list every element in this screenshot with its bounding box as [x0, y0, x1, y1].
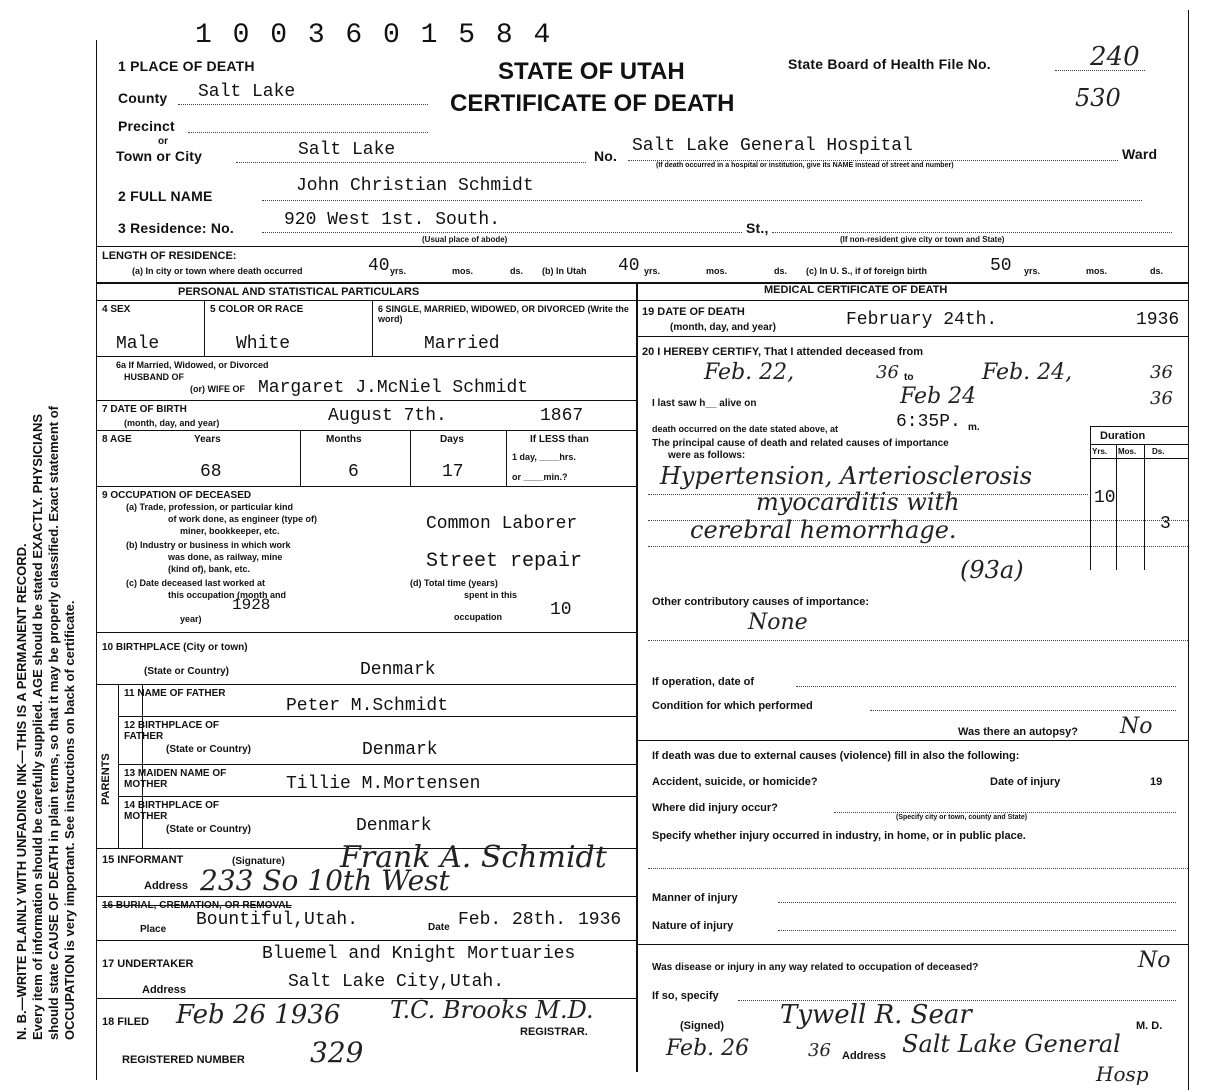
occ-d-line1: (d) Total time (years)	[410, 578, 498, 588]
residence-utah-yrs: yrs.	[644, 266, 661, 276]
duration-yrs: Yrs.	[1092, 447, 1108, 456]
residence-city-years: 40	[368, 256, 390, 276]
physician-signature: Tywell R. Sear	[780, 1000, 972, 1030]
certificate-title: CERTIFICATE OF DEATH	[450, 90, 735, 117]
residence-us-ds: ds.	[1150, 266, 1164, 276]
cause-line-3: cerebral hemorrhage.	[690, 516, 957, 544]
personal-header: PERSONAL AND STATISTICAL PARTICULARS	[178, 286, 420, 298]
sex-value: Male	[116, 334, 160, 354]
md-label: M. D.	[1136, 1020, 1163, 1032]
residence-us-mos: mos.	[1086, 266, 1108, 276]
duration-label: Duration	[1100, 430, 1146, 442]
mother-birthplace-label: 14 BIRTHPLACE OF MOTHER	[124, 800, 220, 822]
time-of-death: 6:35P.	[896, 412, 961, 432]
occ-c-line3: year)	[180, 614, 202, 624]
residence-us-yrs: yrs.	[1024, 266, 1041, 276]
occ-d-line3: occupation	[454, 612, 503, 622]
operation-label: If operation, date of	[652, 676, 755, 688]
filed-date: Feb 26 1936	[176, 1000, 341, 1030]
age-days: 17	[442, 462, 464, 482]
undertaker-label: 17 UNDERTAKER	[102, 958, 194, 970]
dob-value: August 7th.	[328, 406, 447, 426]
physician-address-2: Hosp	[1096, 1062, 1149, 1086]
serial-number: 1 0 0 3 6 0 1 5 8 4	[195, 20, 553, 51]
birthplace-value: Denmark	[360, 660, 436, 680]
color-value: White	[236, 334, 291, 354]
town-label: Town or City	[116, 148, 203, 164]
marital-value: Married	[424, 334, 500, 354]
undertaker-value: Bluemel and Knight Mortuaries	[262, 944, 576, 964]
file-number-label: State Board of Health File No.	[788, 56, 991, 72]
dob-year: 1867	[540, 406, 584, 426]
burial-date-value: Feb. 28th.	[458, 910, 567, 930]
time-suffix: m.	[968, 422, 980, 433]
county-value: Salt Lake	[198, 82, 296, 102]
burial-year-value: 1936	[578, 910, 622, 930]
residence-utah-mos: mos.	[706, 266, 728, 276]
spouse-value: Margaret J.McNiel Schmidt	[258, 378, 529, 398]
marital-label: 6 SINGLE, MARRIED, WIDOWED, OR DIVORCED (Write the word)	[378, 304, 629, 324]
cause-line-2-duration: 10	[1094, 488, 1116, 508]
less-than-label: If LESS than	[530, 434, 589, 445]
registrar-label: REGISTRAR.	[520, 1026, 588, 1038]
medical-header: MEDICAL CERTIFICATE OF DEATH	[764, 284, 948, 296]
sidebar-instruction-3: OCCUPATION is very important. See instructions on back of certificate.	[62, 600, 77, 1040]
contributory-value: None	[748, 610, 808, 635]
days-col-label: Days	[440, 434, 464, 445]
physician-sign-year: 36	[808, 1040, 831, 1061]
residence-us-label: (c) In U. S., if of foreign birth	[806, 266, 927, 276]
residence-utah-label: (b) In Utah	[542, 266, 587, 276]
attended-from: Feb. 22,	[704, 360, 795, 385]
less-than-hrs: 1 day, ____hrs.	[512, 452, 576, 462]
birthplace-label: 10 BIRTHPLACE (City or town)	[102, 642, 248, 653]
specify-injury-label: Specify whether injury occurred in industry, in home, or in public place.	[652, 830, 1026, 842]
duration-mos: Mos.	[1118, 447, 1137, 456]
no-label: No.	[594, 148, 618, 164]
residence-utah-years: 40	[618, 256, 640, 276]
birthplace-state-label: (State or Country)	[144, 666, 229, 677]
occurred-label: death occurred on the date stated above, at	[652, 424, 839, 434]
burial-place-label: Place	[140, 924, 167, 935]
occ-b-line2: was done, as railway, mine	[168, 552, 283, 562]
full-name-value: John Christian Schmidt	[296, 176, 534, 196]
related-occupation-value: No	[1138, 948, 1171, 973]
industry-value: Street repair	[426, 550, 583, 573]
informant-address-label: Address	[144, 880, 189, 892]
residence-label: 3 Residence: No.	[118, 220, 235, 236]
age-label: 8 AGE	[102, 434, 132, 445]
age-months: 6	[348, 462, 359, 482]
mother-birthplace-value: Denmark	[356, 816, 432, 836]
occ-d-line2: spent in this	[464, 590, 518, 600]
date-of-death-value: February 24th.	[846, 310, 998, 330]
residence-us-years: 50	[990, 256, 1012, 276]
hospital-value: Salt Lake General Hospital	[632, 136, 913, 156]
sidebar-warning: N. B.—WRITE PLAINLY WITH UNFADING INK—THIS IS A PERMANENT RECORD.	[14, 543, 29, 1040]
accident-label: Accident, suicide, or homicide?	[652, 776, 818, 788]
registered-number-label: REGISTERED NUMBER	[122, 1054, 245, 1066]
abode-note: (Usual place of abode)	[422, 235, 508, 244]
file-number-secondary: 530	[1075, 84, 1121, 112]
occ-c-line2: this occupation (month and	[168, 590, 286, 600]
burial-date-label: Date	[428, 922, 450, 933]
mother-label: 13 MAIDEN NAME OF MOTHER	[124, 768, 227, 790]
filed-label: 18 FILED	[102, 1016, 150, 1028]
residence-value: 920 West 1st. South.	[284, 210, 501, 230]
years-col-label: Years	[194, 434, 221, 445]
date-of-death-year: 1936	[1136, 310, 1180, 330]
sidebar-instruction-2: should state CAUSE OF DEATH in plain terms, so that it may be properly classified. Exact statement of	[46, 405, 61, 1040]
if-so-label: If so, specify	[652, 990, 719, 1002]
physician-sign-date: Feb. 26	[666, 1036, 750, 1061]
ward-label: Ward	[1122, 146, 1158, 162]
wife-of-label: (or) WIFE OF	[190, 384, 245, 394]
where-injury-label: Where did injury occur?	[652, 802, 778, 814]
certify-text: 20 I HEREBY CERTIFY, That I attended deceased from	[642, 346, 923, 358]
residence-city-yrs: yrs.	[390, 266, 407, 276]
father-birthplace-value: Denmark	[362, 740, 438, 760]
dob-label: 7 DATE OF BIRTH	[102, 404, 187, 415]
cause-label-1: The principal cause of death and related causes of importance	[652, 438, 949, 449]
injury-date-label: Date of injury	[990, 776, 1061, 788]
date-of-death-label: 19 DATE OF DEATH	[642, 306, 745, 318]
external-causes-label: If death was due to external causes (violence) fill in also the following:	[652, 750, 1020, 762]
or-label: or	[158, 136, 168, 147]
occupation-value: Common Laborer	[426, 514, 578, 534]
occ-a-line1: (a) Trade, profession, or particular kind	[126, 502, 294, 512]
mother-birthplace-sub: (State or Country)	[166, 824, 251, 835]
last-saw-value: Feb 24	[900, 384, 977, 409]
residence-city-mos: mos.	[452, 266, 474, 276]
father-label: 11 NAME OF FATHER	[124, 688, 226, 699]
cause-label-2: were as follows:	[668, 450, 746, 461]
mother-value: Tillie M.Mortensen	[286, 774, 481, 794]
residence-utah-ds: ds.	[774, 266, 788, 276]
autopsy-value: No	[1120, 714, 1153, 739]
length-residence-label: LENGTH OF RESIDENCE:	[102, 250, 237, 262]
occ-b-line3: (kind of), bank, etc.	[168, 564, 251, 574]
occupation-label: 9 OCCUPATION OF DECEASED	[102, 490, 252, 501]
informant-label: 15 INFORMANT	[102, 854, 184, 866]
cause-line-2: myocarditis with	[756, 488, 960, 516]
last-saw-year: 36	[1150, 388, 1173, 409]
nature-label: Nature of injury	[652, 920, 734, 932]
occ-a-line2: of work done, as engineer (type of)	[168, 514, 318, 524]
burial-place-value: Bountiful,Utah.	[196, 910, 359, 930]
contributory-label: Other contributory causes of importance:	[652, 596, 869, 608]
sidebar-instruction-1: Every item of information should be carefully supplied. AGE should be stated EXACTLY. PHYSICIANS	[30, 413, 45, 1040]
spouse-label: 6a If Married, Widowed, or Divorced	[116, 360, 269, 370]
occ-a-line3: miner, bookkeeper, etc.	[180, 526, 280, 536]
dob-sub: (month, day, and year)	[124, 418, 220, 428]
color-label: 5 COLOR OR RACE	[210, 304, 304, 315]
cause-line-3-duration: 3	[1160, 514, 1171, 534]
physician-address: Salt Lake General	[902, 1030, 1121, 1058]
months-col-label: Months	[326, 434, 362, 445]
father-birthplace-sub: (State or Country)	[166, 744, 251, 755]
non-resident-note: (If non-resident give city or town and State)	[840, 235, 1005, 244]
where-injury-note: (Specify city or town, county and State)	[896, 814, 1028, 821]
town-value: Salt Lake	[298, 140, 396, 160]
street-label: St.,	[746, 220, 769, 236]
cause-code: (93a)	[960, 556, 1024, 584]
related-occupation-label: Was disease or injury in any way related to occupation of deceased?	[652, 962, 979, 973]
registered-number: 329	[310, 1036, 364, 1069]
undertaker-address-label: Address	[142, 984, 187, 996]
attended-to: Feb. 24,	[982, 360, 1073, 385]
last-saw-label: I last saw h__ alive on	[652, 398, 757, 409]
precinct-label: Precinct	[118, 118, 175, 134]
county-label: County	[118, 90, 168, 106]
parents-label: PARENTS	[100, 753, 112, 805]
total-time-value: 10	[550, 600, 572, 620]
cause-line-1: Hypertension, Arteriosclerosis	[660, 462, 1033, 490]
full-name-label: 2 FULL NAME	[118, 188, 213, 204]
age-years: 68	[200, 462, 222, 482]
father-value: Peter M.Schmidt	[286, 696, 449, 716]
residence-city-ds: ds.	[510, 266, 524, 276]
sex-label: 4 SEX	[102, 304, 131, 315]
attended-to-year: 36	[1150, 362, 1173, 383]
informant-signature-label: (Signature)	[232, 856, 285, 867]
date-of-death-sub: (month, day, and year)	[670, 322, 776, 333]
residence-city-label: (a) In city or town where death occurred	[132, 266, 303, 276]
duration-ds: Ds.	[1152, 447, 1165, 456]
registrar-signature: T.C. Brooks M.D.	[390, 996, 594, 1024]
occ-c-line1: (c) Date deceased last worked at	[126, 578, 266, 588]
attended-from-year: 36	[876, 362, 899, 383]
burial-label: 16 BURIAL, CREMATION, OR REMOVAL	[102, 900, 292, 911]
less-than-min: or ____min.?	[512, 472, 568, 482]
injury-year: 19	[1150, 776, 1163, 788]
informant-address: 233 So 10th West	[200, 864, 450, 897]
signed-label: (Signed)	[680, 1020, 724, 1032]
physician-address-label: Address	[842, 1050, 887, 1062]
undertaker-address: Salt Lake City,Utah.	[288, 972, 505, 992]
informant-signature: Frank A. Schmidt	[340, 840, 607, 875]
file-number: 240	[1090, 42, 1140, 72]
condition-label: Condition for which performed	[652, 700, 813, 712]
to-label: to	[904, 372, 914, 383]
autopsy-label: Was there an autopsy?	[958, 726, 1079, 738]
occ-b-line1: (b) Industry or business in which work	[126, 540, 291, 550]
place-of-death-label: 1 PLACE OF DEATH	[118, 58, 255, 74]
manner-label: Manner of injury	[652, 892, 738, 904]
state-title: STATE OF UTAH	[498, 58, 685, 85]
hospital-note: (If death occurred in a hospital or institution, give its NAME instead of street and number)	[656, 162, 954, 169]
father-birthplace-label: 12 BIRTHPLACE OF FATHER	[124, 720, 220, 742]
husband-of-label: HUSBAND OF	[124, 372, 184, 382]
last-worked-value: 1928	[232, 596, 271, 614]
